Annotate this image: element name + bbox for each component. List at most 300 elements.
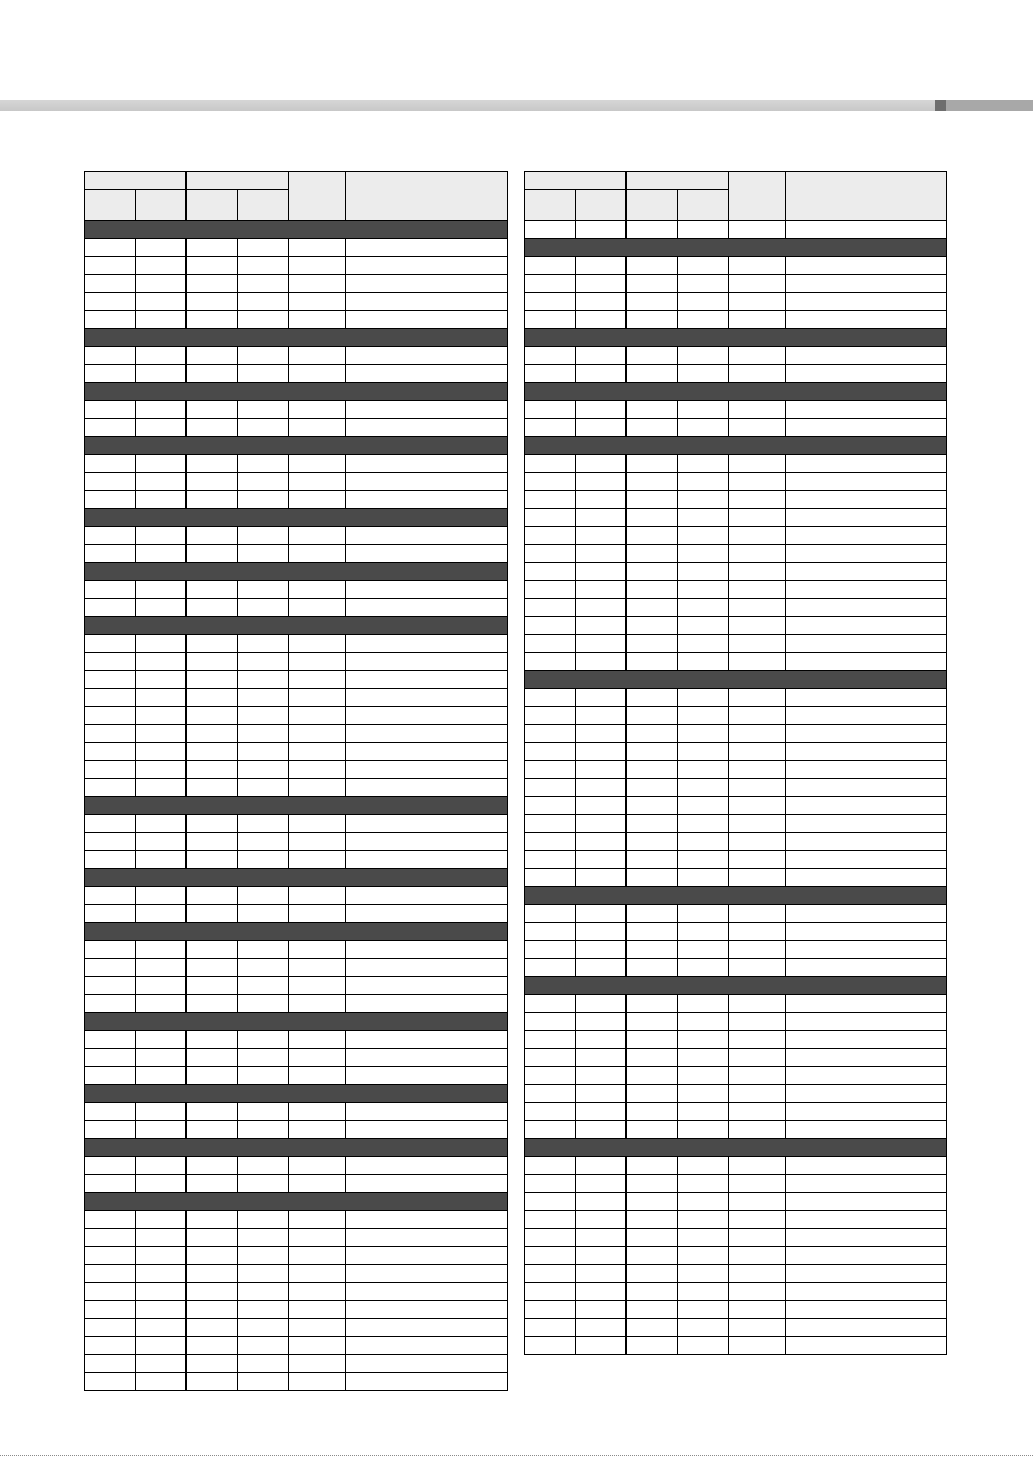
table-cell [136, 491, 186, 509]
table-cell [136, 1049, 186, 1067]
table-cell [678, 743, 729, 761]
table-cell [525, 527, 576, 545]
left-table-body [85, 221, 508, 1391]
table-cell [238, 311, 289, 329]
table-cell [678, 815, 729, 833]
table-cell [186, 1103, 238, 1121]
table-cell [525, 1211, 576, 1229]
table-cell [238, 1175, 289, 1193]
table-cell [186, 1229, 238, 1247]
table-cell [576, 311, 626, 329]
table-cell [678, 1319, 729, 1337]
table-cell [786, 257, 947, 275]
table-cell [186, 293, 238, 311]
table-cell [289, 653, 346, 671]
table-cell [626, 509, 678, 527]
table-cell [729, 923, 786, 941]
table-cell [85, 1229, 136, 1247]
table-row [85, 1121, 508, 1139]
table-cell [346, 815, 508, 833]
table-cell [678, 689, 729, 707]
table-cell [626, 1031, 678, 1049]
table-row [525, 779, 947, 797]
table-cell [186, 1283, 238, 1301]
table-cell [729, 653, 786, 671]
table-cell [626, 1067, 678, 1085]
table-cell [136, 905, 186, 923]
table-cell [678, 275, 729, 293]
table-cell [729, 1103, 786, 1121]
table-cell [85, 1067, 136, 1085]
table-row [85, 1337, 508, 1355]
table-cell [729, 1193, 786, 1211]
table-cell [786, 509, 947, 527]
table-row [525, 419, 947, 437]
table-row [525, 1049, 947, 1067]
column-header [678, 190, 729, 221]
table-cell [186, 1031, 238, 1049]
table-row [525, 1301, 947, 1319]
table-cell [786, 527, 947, 545]
table-cell [525, 851, 576, 869]
table-cell [576, 455, 626, 473]
table-cell [786, 365, 947, 383]
table-cell [729, 1067, 786, 1085]
table-cell [525, 1283, 576, 1301]
table-cell [346, 1337, 508, 1355]
table-cell [525, 905, 576, 923]
table-cell [678, 293, 729, 311]
table-row [525, 1067, 947, 1085]
section-divider-cell [85, 329, 508, 347]
table-cell [729, 311, 786, 329]
table-cell [786, 761, 947, 779]
table-cell [136, 833, 186, 851]
table-cell [678, 635, 729, 653]
table-cell [786, 833, 947, 851]
table-cell [85, 977, 136, 995]
table-cell [289, 311, 346, 329]
table-cell [525, 599, 576, 617]
table-cell [626, 401, 678, 419]
table-cell [626, 779, 678, 797]
table-cell [786, 905, 947, 923]
table-header-row [525, 172, 947, 190]
section-divider-cell [525, 239, 947, 257]
table-cell [525, 815, 576, 833]
table-cell [85, 239, 136, 257]
table-cell [626, 941, 678, 959]
table-cell [678, 509, 729, 527]
table-cell [729, 419, 786, 437]
table-cell [729, 1049, 786, 1067]
table-cell [346, 1157, 508, 1175]
section-divider-cell [85, 1139, 508, 1157]
table-row [525, 851, 947, 869]
table-cell [346, 1247, 508, 1265]
table-cell [576, 833, 626, 851]
table-cell [786, 635, 947, 653]
table-cell [626, 1283, 678, 1301]
table-cell [678, 923, 729, 941]
table-cell [729, 797, 786, 815]
table-cell [186, 311, 238, 329]
table-cell [85, 887, 136, 905]
table-cell [678, 1103, 729, 1121]
table-cell [729, 221, 786, 239]
table-row [525, 905, 947, 923]
table-cell [729, 635, 786, 653]
section-divider-cell [85, 1013, 508, 1031]
table-cell [729, 401, 786, 419]
section-divider-cell [85, 797, 508, 815]
table-cell [186, 833, 238, 851]
table-cell [238, 527, 289, 545]
table-row [525, 653, 947, 671]
section-divider-row [85, 869, 508, 887]
table-cell [576, 401, 626, 419]
table-cell [346, 527, 508, 545]
table-row [85, 1103, 508, 1121]
table-cell [729, 527, 786, 545]
table-cell [729, 1337, 786, 1355]
table-cell [289, 887, 346, 905]
table-cell [525, 1247, 576, 1265]
left-data-table [84, 171, 508, 1391]
table-row [525, 1229, 947, 1247]
table-cell [678, 311, 729, 329]
table-cell [136, 257, 186, 275]
table-cell [626, 599, 678, 617]
table-cell [576, 635, 626, 653]
table-cell [525, 779, 576, 797]
column-group-header [626, 172, 729, 190]
table-row [85, 1373, 508, 1391]
table-cell [786, 1301, 947, 1319]
table-cell [238, 851, 289, 869]
table-cell [626, 1193, 678, 1211]
table-row [525, 689, 947, 707]
table-cell [186, 905, 238, 923]
table-cell [346, 779, 508, 797]
table-cell [238, 1049, 289, 1067]
table-cell [525, 365, 576, 383]
table-cell [525, 833, 576, 851]
table-row [85, 1157, 508, 1175]
section-divider-cell [85, 383, 508, 401]
table-cell [576, 1175, 626, 1193]
table-cell [289, 707, 346, 725]
table-cell [525, 1157, 576, 1175]
table-cell [346, 995, 508, 1013]
table-cell [238, 1247, 289, 1265]
table-cell [136, 743, 186, 761]
table-row [85, 1049, 508, 1067]
table-cell [346, 1373, 508, 1391]
column-header [136, 190, 186, 221]
table-cell [576, 563, 626, 581]
table-cell [576, 473, 626, 491]
table-cell [678, 563, 729, 581]
table-cell [238, 491, 289, 509]
table-cell [678, 401, 729, 419]
section-divider-row [85, 617, 508, 635]
table-cell [576, 1247, 626, 1265]
table-cell [346, 455, 508, 473]
table-cell [136, 1337, 186, 1355]
table-cell [626, 617, 678, 635]
table-cell [289, 779, 346, 797]
table-row [85, 527, 508, 545]
table-row [85, 365, 508, 383]
table-cell [786, 743, 947, 761]
section-divider-cell [525, 887, 947, 905]
table-cell [238, 995, 289, 1013]
column-header [786, 172, 947, 221]
table-cell [346, 599, 508, 617]
table-cell [238, 275, 289, 293]
table-cell [678, 1337, 729, 1355]
right-table-body [525, 221, 947, 1355]
section-divider-row [525, 887, 947, 905]
section-divider-row [525, 437, 947, 455]
table-row [85, 239, 508, 257]
table-cell [626, 1157, 678, 1175]
table-cell [576, 797, 626, 815]
table-cell [678, 761, 729, 779]
table-cell [729, 1283, 786, 1301]
table-cell [289, 905, 346, 923]
column-group-header [85, 172, 186, 190]
table-cell [729, 1265, 786, 1283]
table-cell [525, 347, 576, 365]
table-cell [186, 491, 238, 509]
table-cell [729, 959, 786, 977]
table-cell [729, 257, 786, 275]
table-cell [238, 419, 289, 437]
table-cell [525, 473, 576, 491]
table-cell [186, 815, 238, 833]
table-cell [346, 491, 508, 509]
section-divider-row [85, 221, 508, 239]
table-cell [346, 1121, 508, 1139]
table-cell [525, 1175, 576, 1193]
table-cell [576, 1229, 626, 1247]
table-cell [678, 869, 729, 887]
table-cell [346, 275, 508, 293]
table-cell [289, 401, 346, 419]
table-cell [576, 599, 626, 617]
table-cell [238, 1319, 289, 1337]
table-row [525, 365, 947, 383]
table-cell [678, 599, 729, 617]
table-cell [626, 311, 678, 329]
table-cell [346, 833, 508, 851]
table-cell [626, 1085, 678, 1103]
table-cell [786, 797, 947, 815]
table-cell [85, 257, 136, 275]
table-cell [238, 671, 289, 689]
table-cell [626, 491, 678, 509]
table-row [85, 473, 508, 491]
section-divider-row [525, 383, 947, 401]
table-cell [238, 833, 289, 851]
table-cell [626, 455, 678, 473]
table-cell [186, 365, 238, 383]
table-row [85, 653, 508, 671]
table-cell [186, 653, 238, 671]
table-cell [786, 563, 947, 581]
table-cell [786, 293, 947, 311]
table-cell [238, 257, 289, 275]
table-cell [238, 1373, 289, 1391]
column-header [186, 190, 238, 221]
table-cell [729, 779, 786, 797]
table-cell [576, 1319, 626, 1337]
table-cell [626, 1229, 678, 1247]
table-row [85, 545, 508, 563]
table-cell [186, 1373, 238, 1391]
table-cell [626, 869, 678, 887]
table-cell [289, 1373, 346, 1391]
table-cell [346, 1175, 508, 1193]
section-divider-row [85, 923, 508, 941]
table-row [525, 1013, 947, 1031]
table-cell [289, 995, 346, 1013]
table-cell [186, 1067, 238, 1085]
table-cell [786, 1121, 947, 1139]
table-cell [238, 1355, 289, 1373]
table-cell [85, 1121, 136, 1139]
table-cell [786, 401, 947, 419]
table-cell [238, 707, 289, 725]
table-cell [626, 275, 678, 293]
table-cell [136, 635, 186, 653]
table-cell [186, 419, 238, 437]
table-cell [525, 1193, 576, 1211]
table-cell [186, 581, 238, 599]
table-cell [576, 923, 626, 941]
table-cell [729, 689, 786, 707]
table-cell [346, 725, 508, 743]
table-cell [136, 959, 186, 977]
table-cell [626, 1247, 678, 1265]
table-cell [346, 473, 508, 491]
table-cell [576, 653, 626, 671]
table-cell [238, 473, 289, 491]
table-row [525, 275, 947, 293]
section-divider-cell [525, 977, 947, 995]
table-cell [238, 347, 289, 365]
table-cell [186, 545, 238, 563]
table-cell [576, 1085, 626, 1103]
table-cell [729, 1031, 786, 1049]
table-row [85, 1319, 508, 1337]
table-cell [576, 1031, 626, 1049]
table-cell [85, 995, 136, 1013]
table-cell [729, 905, 786, 923]
table-cell [85, 527, 136, 545]
section-divider-cell [525, 383, 947, 401]
table-cell [85, 1373, 136, 1391]
table-cell [136, 1067, 186, 1085]
table-cell [786, 869, 947, 887]
table-cell [186, 1157, 238, 1175]
table-cell [186, 455, 238, 473]
table-cell [786, 455, 947, 473]
table-cell [346, 347, 508, 365]
table-cell [238, 1301, 289, 1319]
table-cell [289, 671, 346, 689]
table-cell [678, 941, 729, 959]
table-cell [289, 293, 346, 311]
table-cell [346, 743, 508, 761]
section-divider-cell [85, 437, 508, 455]
table-cell [186, 689, 238, 707]
table-cell [346, 959, 508, 977]
table-cell [576, 1265, 626, 1283]
table-cell [576, 1049, 626, 1067]
header-rule-square [935, 100, 946, 111]
table-cell [346, 1265, 508, 1283]
table-cell [238, 941, 289, 959]
table-cell [346, 257, 508, 275]
table-cell [576, 905, 626, 923]
table-row [525, 995, 947, 1013]
table-cell [576, 851, 626, 869]
table-cell [729, 293, 786, 311]
table-cell [346, 419, 508, 437]
table-cell [346, 671, 508, 689]
table-row [85, 851, 508, 869]
table-row [525, 1211, 947, 1229]
table-cell [786, 1013, 947, 1031]
table-row [85, 1175, 508, 1193]
table-cell [626, 923, 678, 941]
table-cell [289, 527, 346, 545]
table-cell [136, 1229, 186, 1247]
table-cell [136, 1283, 186, 1301]
table-cell [626, 1103, 678, 1121]
table-cell [525, 545, 576, 563]
table-cell [186, 671, 238, 689]
table-cell [729, 1157, 786, 1175]
table-cell [289, 833, 346, 851]
table-row [525, 491, 947, 509]
table-row [525, 599, 947, 617]
right-table-panel [524, 171, 947, 1355]
table-row [85, 311, 508, 329]
table-row [85, 941, 508, 959]
table-cell [85, 1247, 136, 1265]
table-cell [525, 293, 576, 311]
section-divider-row [525, 977, 947, 995]
table-cell [346, 887, 508, 905]
table-cell [136, 1157, 186, 1175]
table-cell [626, 1175, 678, 1193]
table-cell [626, 653, 678, 671]
table-cell [678, 617, 729, 635]
table-cell [626, 689, 678, 707]
table-cell [525, 257, 576, 275]
table-row [85, 1247, 508, 1265]
table-cell [729, 1121, 786, 1139]
table-cell [786, 311, 947, 329]
section-divider-row [85, 797, 508, 815]
table-cell [136, 689, 186, 707]
table-cell [186, 959, 238, 977]
table-cell [289, 977, 346, 995]
